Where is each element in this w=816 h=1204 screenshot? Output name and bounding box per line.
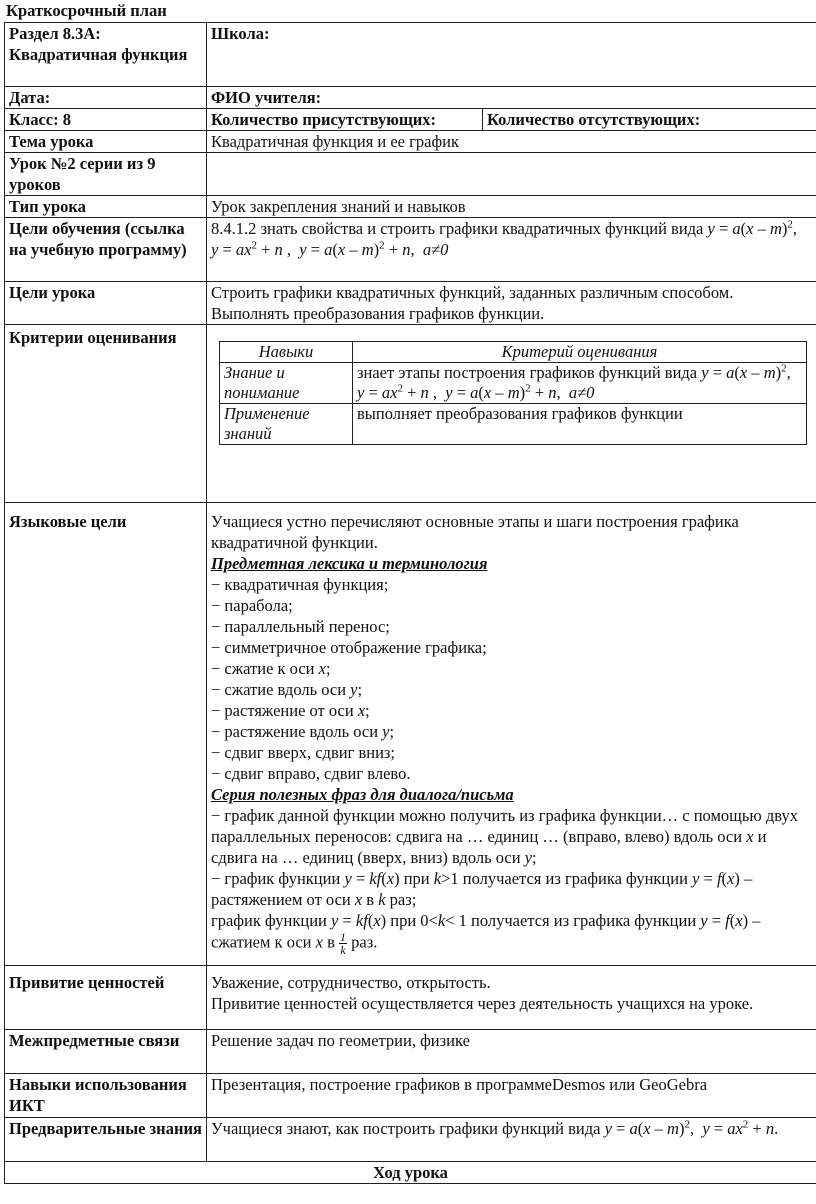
row-criteria — [5, 325, 816, 503]
lexicon-item: − сжатие вдоль оси y; — [211, 680, 363, 699]
inter-value: Решение задач по геометрии, физике — [207, 1030, 816, 1074]
prior-value: Учащиеся знают, как построить графики функций вида y = a(x – m)$^2$, $y = ax^2 + n$. — [207, 1118, 816, 1162]
lexicon-item: − квадратичная функция; — [211, 575, 389, 594]
criteria-cell — [207, 325, 816, 503]
section-label: Раздел 8.3А: Квадратичная функция — [5, 23, 207, 87]
progress-label: Ход урока — [5, 1162, 816, 1184]
inter-label: Межпредметные связи — [5, 1030, 207, 1074]
phrase-2: − график функции y = kf(x) при k>1 получается из графика функции y = f(x) – растяжением от оси x в k раз; — [211, 869, 753, 909]
criteria-text-1-prefix: знает этапы построения графиков функций вида — [357, 363, 698, 382]
row-ict — [5, 1074, 816, 1118]
lexicon-item: − параллельный перенос; — [211, 617, 390, 636]
row-values — [5, 966, 816, 1030]
page-title: Краткосрочный план — [6, 1, 167, 20]
lexicon-item: − сдвиг вправо, сдвиг влево. — [211, 764, 411, 783]
row-progress — [5, 1162, 816, 1184]
values-text-1: Уважение, сотрудничество, открытость. — [211, 973, 491, 992]
phrases-heading: Серия полезных фраз для диалога/письма — [211, 785, 514, 804]
lang-value — [207, 503, 816, 966]
lang-label: Языковые цели — [5, 503, 207, 966]
row-topic — [5, 131, 816, 153]
values-value — [207, 966, 816, 1030]
type-label: Тип урока — [5, 196, 207, 218]
type-value: Урок закрепления знаний и навыков — [207, 196, 816, 218]
lesson-goals-value: Строить графики квадратичных функций, заданных различным способом. Выполнять преобразования графиков функции. — [207, 282, 816, 325]
row-goals — [5, 218, 816, 282]
goals-text: 8.4.1.2 знать свойства и строить графики квадратичных функций вида — [211, 219, 704, 238]
prior-label: Предварительные знания — [5, 1118, 207, 1162]
criteria-header-row — [220, 342, 807, 363]
school-label: Школа: — [207, 23, 816, 87]
row-lesson — [5, 153, 816, 196]
criteria-head-criterion: Критерий оценивания — [353, 342, 807, 363]
criteria-text-2: выполняет преобразования графиков функции — [353, 404, 807, 445]
lesson-goals-label: Цели урока — [5, 282, 207, 325]
lexicon-item: − сдвиг вверх, сдвиг вниз; — [211, 743, 396, 762]
row-section — [5, 23, 816, 87]
phrase-1: − график данной функции можно получить из графика функции… с помощью двух параллельных переносов: сдвига на … единиц … (вправо, влево) вдоль оси x и сдвига на … единиц (вверх, вниз) вдоль оси y; — [211, 806, 798, 867]
row-language — [5, 503, 816, 966]
present-label: Количество присутствующих: — [207, 109, 483, 131]
lang-intro: Учащиеся устно перечисляют основные этапы и шаги построения графика квадратичной функции. — [211, 512, 739, 552]
criteria-skill-1: Знание и понимание — [220, 363, 353, 404]
criteria-table — [219, 341, 807, 445]
row-class — [5, 109, 816, 131]
lexicon-heading: Предметная лексика и терминология — [211, 554, 488, 573]
criteria-row-1 — [220, 363, 807, 404]
class-label: Класс: 8 — [5, 109, 207, 131]
fraction-one-over-k: $\frac{1}{k}$ — [340, 930, 347, 957]
criteria-row-2 — [220, 404, 807, 445]
criteria-text-1: знает этапы построения графиков функций вида y = a(x – m)$^2$, $y = ax^2 + n$ , y = a(x – m)$^2$ + n, a≠0 — [353, 363, 807, 404]
goals-label: Цели обучения (ссылка на учебную программу) — [5, 218, 207, 282]
goals-value: 8.4.1.2 знать свойства и строить графики квадратичных функций вида y = a(x – m)$^2$, $y = ax^2 + n$ , y = a(x – m)$^2$ + n, a≠0 — [207, 218, 816, 282]
lexicon-item: − симметричное отображение графика; — [211, 638, 487, 657]
teacher-label: ФИО учителя: — [207, 87, 816, 109]
prior-text: Учащиеся знают, как построить графики функций вида — [211, 1119, 601, 1138]
values-label: Привитие ценностей — [5, 966, 207, 1030]
values-text-2: Привитие ценностей осуществляется через деятельность учащихся на уроке. — [211, 994, 754, 1013]
topic-label: Тема урока — [5, 131, 207, 153]
lesson-label: Урок №2 серии из 9 уроков — [5, 153, 207, 196]
lexicon-item: − растяжение от оси x; — [211, 701, 370, 720]
phrase-3: график функции y = kf(x) при 0<k< 1 получается из графика функции y = f(x) – сжатием к оси x в $\frac{1}{k}$ раз. — [211, 911, 761, 957]
criteria-head-skills: Навыки — [220, 342, 353, 363]
row-date — [5, 87, 816, 109]
row-type — [5, 196, 816, 218]
lexicon-item: − растяжение вдоль оси y; — [211, 722, 395, 741]
criteria-label: Критерии оценивания — [5, 325, 207, 503]
ict-value: Презентация, построение графиков в программеDesmos или GeoGebra — [207, 1074, 816, 1118]
lexicon-item: − сжатие к оси x; — [211, 659, 331, 678]
date-label: Дата: — [5, 87, 207, 109]
criteria-skill-2: Применение знаний — [220, 404, 353, 445]
lesson-value — [207, 153, 816, 196]
ict-label: Навыки использования ИКТ — [5, 1074, 207, 1118]
absent-label: Количество отсутствующих: — [483, 109, 816, 131]
row-lesson-goals — [5, 282, 816, 325]
topic-value: Квадратичная функция и ее график — [207, 131, 816, 153]
plan-table — [4, 22, 816, 1184]
row-interdisciplinary — [5, 1030, 816, 1074]
row-prior — [5, 1118, 816, 1162]
lexicon-item: − парабола; — [211, 596, 293, 615]
